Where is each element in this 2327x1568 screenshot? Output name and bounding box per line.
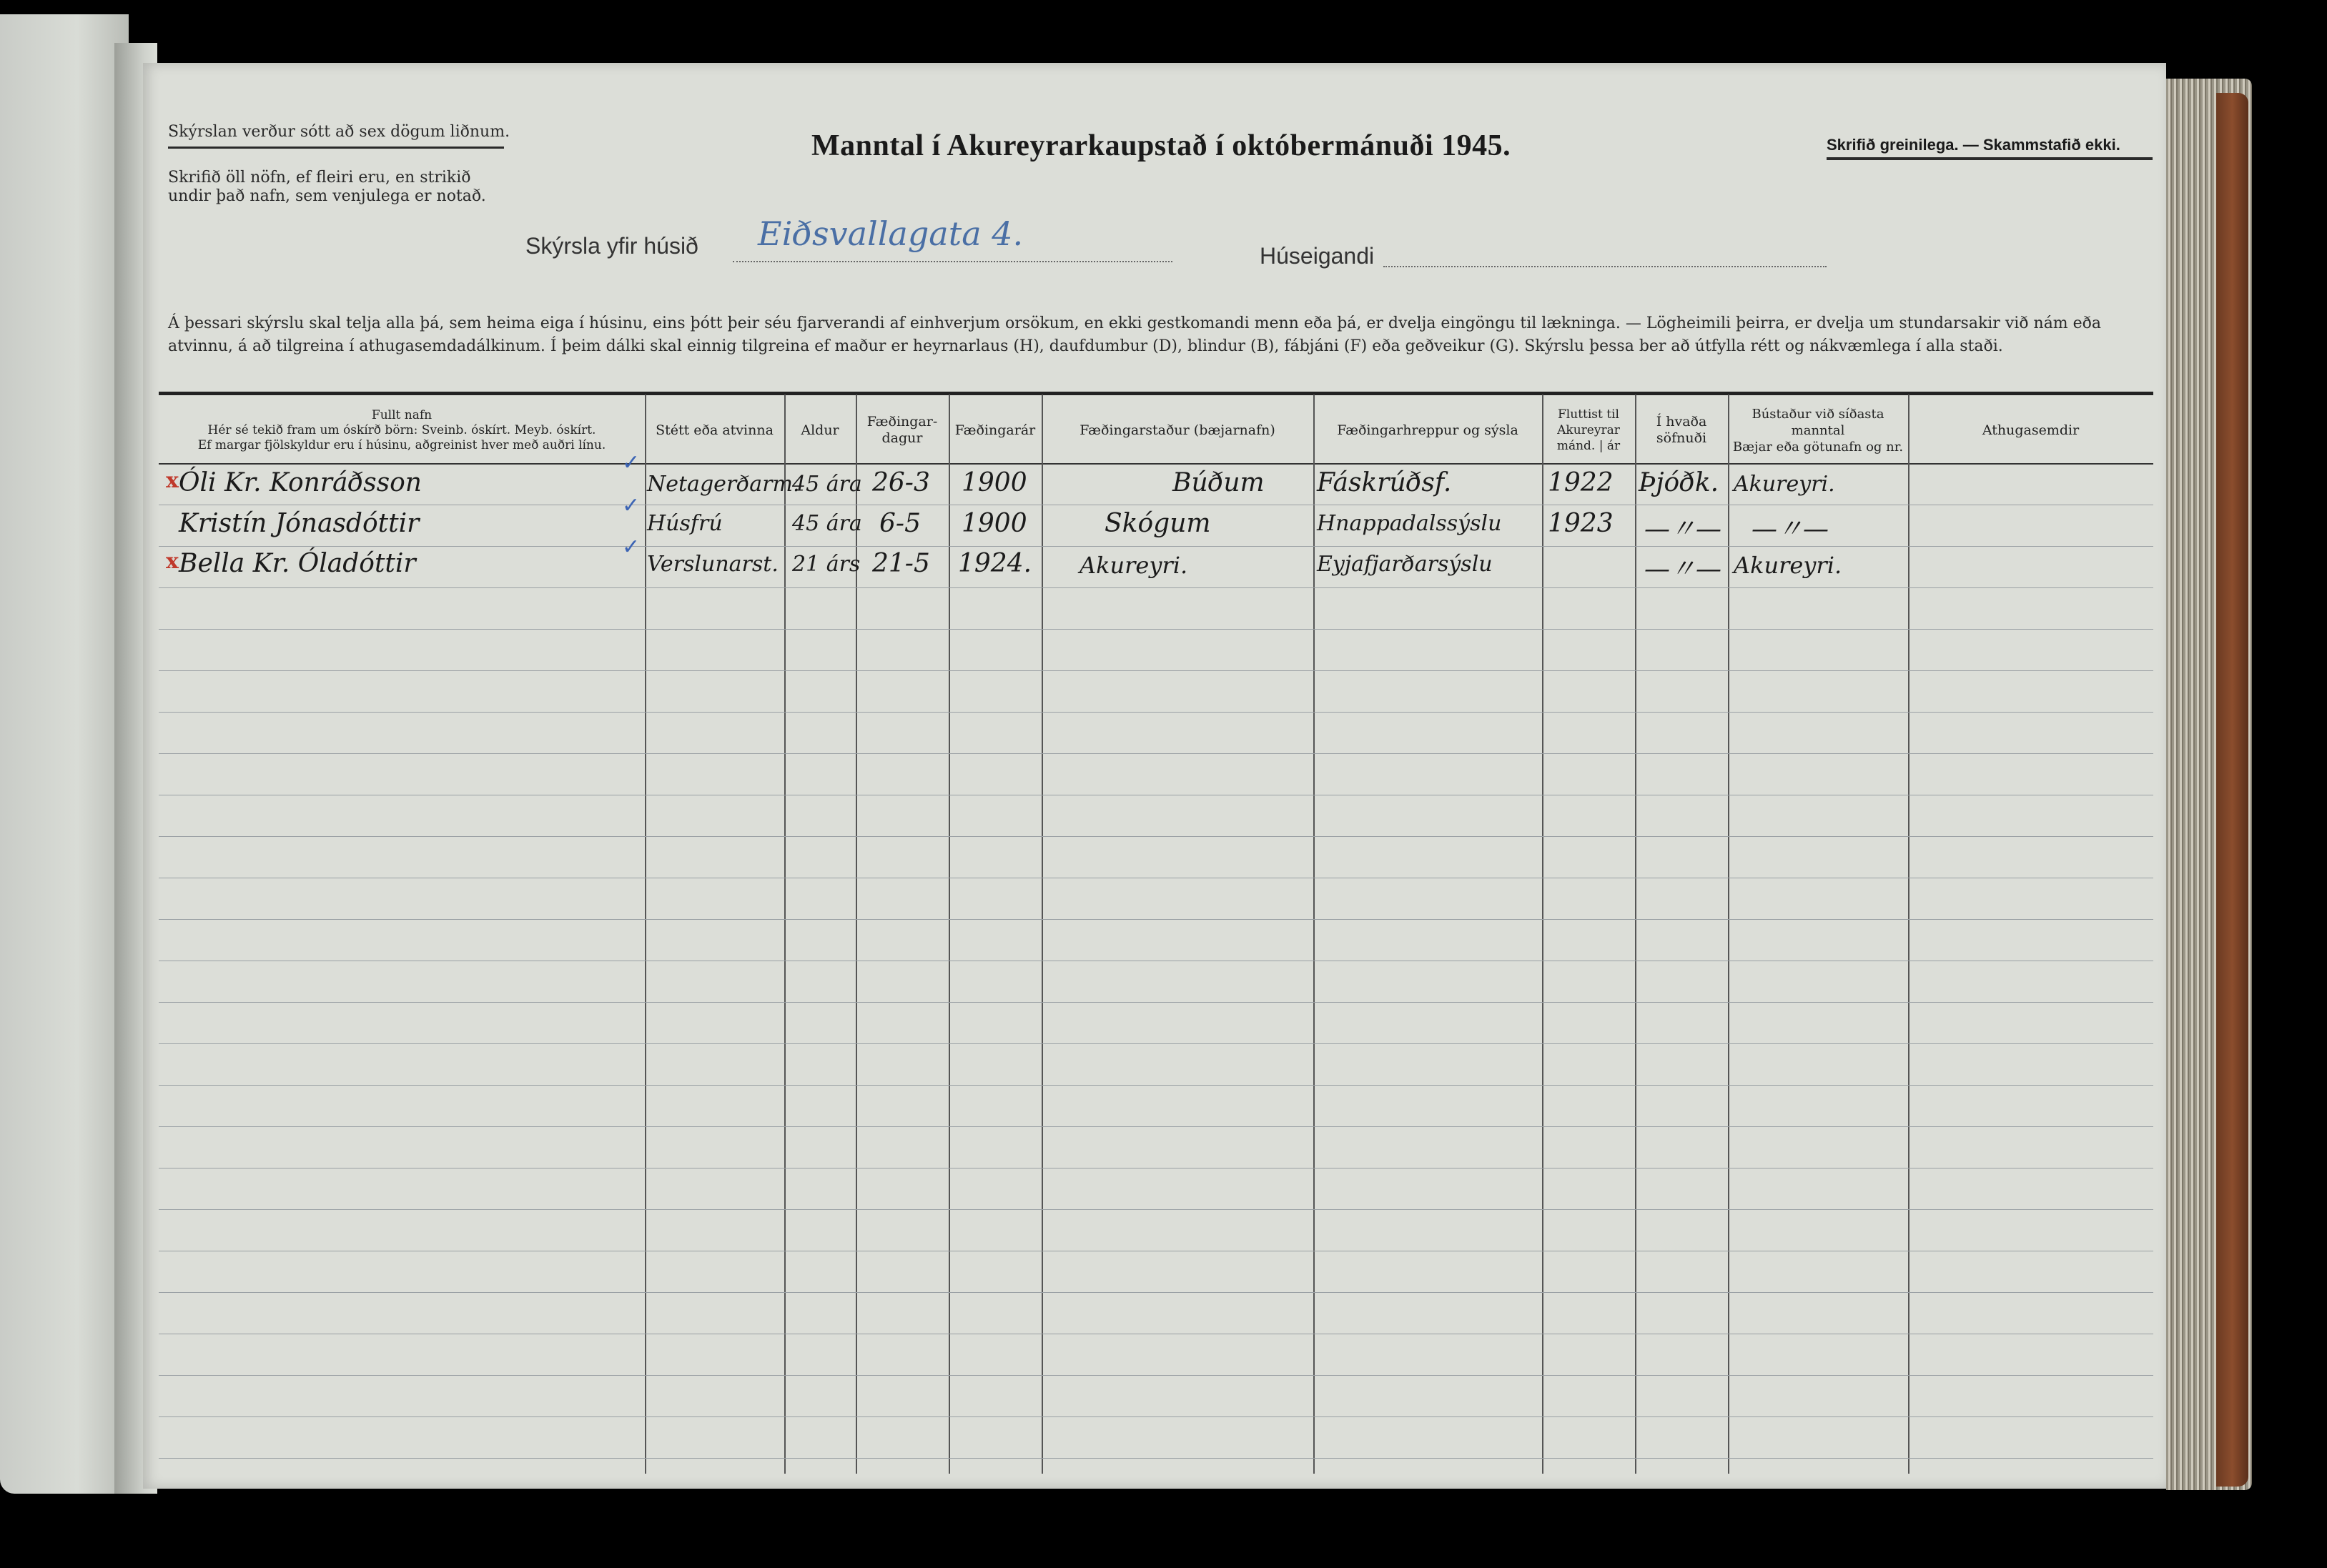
entry-occupation: Netagerðarm. bbox=[647, 472, 800, 497]
entry-moved: 1922 bbox=[1548, 468, 1614, 497]
ruled-line bbox=[159, 1416, 2153, 1417]
owner-dotted-line bbox=[1383, 266, 1827, 267]
entry-birth-day: 26-3 bbox=[872, 468, 930, 497]
ruled-line bbox=[159, 1375, 2153, 1376]
entry-occupation: Verslunarst. bbox=[647, 552, 779, 577]
instruction-top: Skýrslan verður sótt að sex dögum liðnum. bbox=[168, 123, 510, 141]
entry-birth-year: 1900 bbox=[962, 509, 1027, 538]
col-header-occupation: Stétt eða atvinna bbox=[656, 422, 774, 438]
entry-prev-address: Akureyri. bbox=[1734, 552, 1842, 579]
ruled-line bbox=[159, 1126, 2153, 1127]
instruction-line-2: undir það nafn, sem venjulega er notað. bbox=[168, 187, 486, 205]
ruled-line bbox=[159, 546, 2153, 547]
ruled-line bbox=[159, 1458, 2153, 1459]
col-header-congregation: Í hvaða söfnuði bbox=[1656, 414, 1707, 446]
page-title: Manntal í Akureyrarkaupstað í októbermánuði 1945. bbox=[811, 129, 1511, 162]
entry-congregation: Þjóðk. bbox=[1639, 468, 1719, 497]
ruled-line bbox=[159, 1209, 2153, 1210]
col-header-birth-year: Fæðingarár bbox=[954, 422, 1036, 438]
col-divider bbox=[1542, 395, 1543, 1474]
house-label: Skýrsla yfir húsið bbox=[525, 233, 698, 259]
ruled-line bbox=[159, 1085, 2153, 1086]
entry-congregation: —〃— bbox=[1644, 515, 1722, 544]
entry-parish: Eyjafjarðarsýslu bbox=[1317, 552, 1493, 577]
col-divider bbox=[1042, 395, 1043, 1474]
col-divider bbox=[1908, 395, 1909, 1474]
writing-note: Skrifið greinilega. — Skammstafið ekki. bbox=[1827, 136, 2120, 154]
col-header-notes: Athugasemdir bbox=[1982, 422, 2080, 438]
entry-birth-year: 1900 bbox=[962, 468, 1027, 497]
ruled-line bbox=[159, 1292, 2153, 1293]
entry-occupation: Húsfrú bbox=[647, 511, 723, 536]
entry-prev-address: —〃— bbox=[1752, 515, 1829, 544]
ruled-line bbox=[159, 670, 2153, 671]
entry-congregation: —〃— bbox=[1644, 555, 1722, 584]
col-divider bbox=[645, 395, 646, 1474]
ruled-line bbox=[159, 836, 2153, 837]
book-cover bbox=[2216, 93, 2248, 1487]
col-divider bbox=[1313, 395, 1315, 1474]
ruled-line bbox=[159, 712, 2153, 713]
instruction-paragraph-line-2: atvinnu, á að tilgreina í athugasemdadálkinum. Í þeim dálki skal einnig tilgreina ef maður er heyrnarlaus (H), daufdumbur (D), blindur (B), fábjáni (F) eða geðveikur (G). Skýrslu þessa ber að útfylla rétt og nákvæmlega í alla staði. bbox=[168, 337, 2003, 355]
blue-check-mark: ✓ bbox=[622, 493, 641, 518]
ruled-line bbox=[159, 1043, 2153, 1044]
entry-birthplace: Akureyri. bbox=[1079, 552, 1188, 579]
writing-note-underline bbox=[1827, 157, 2153, 160]
entry-name: Óli Kr. Konráðsson bbox=[179, 468, 422, 497]
red-cross-mark: x bbox=[166, 468, 179, 493]
col-header-name: Fullt nafn Hér sé tekið fram um óskírð börn: Sveinb. óskírt. Meyb. óskírt. Ef margar fjölskyldur eru í húsinu, aðgreinist hver með auðri línu. bbox=[197, 407, 606, 452]
col-header-age: Aldur bbox=[801, 422, 839, 438]
ruled-line bbox=[159, 919, 2153, 920]
ruled-line bbox=[159, 587, 2153, 588]
entry-parish: Hnappadalssýslu bbox=[1317, 511, 1502, 536]
entry-birthplace: Búðum bbox=[1172, 468, 1265, 497]
entry-name: Bella Kr. Óladóttir bbox=[179, 549, 416, 578]
col-divider bbox=[1728, 395, 1729, 1474]
blue-check-mark: ✓ bbox=[622, 535, 641, 560]
entry-prev-address: Akureyri. bbox=[1734, 472, 1835, 497]
col-header-parish: Fæðingarhreppur og sýsla bbox=[1337, 422, 1518, 438]
ruled-line bbox=[159, 753, 2153, 754]
instruction-paragraph-line-1: Á þessari skýrslu skal telja alla þá, sem heima eiga í húsinu, eins þótt þeir séu fjarverandi af einhverjum orsökum, en ekki gestkomandi menn eða þá, er dvelja eingöngu til lækninga. — Lögheimili þeirra, er dvelja um stundarsakir við nám eða bbox=[168, 314, 2102, 332]
census-page bbox=[143, 63, 2166, 1489]
entry-parish: Fáskrúðsf. bbox=[1317, 468, 1452, 497]
owner-label: Húseigandi bbox=[1260, 243, 1375, 269]
col-divider bbox=[784, 395, 786, 1474]
red-cross-mark: x bbox=[166, 549, 179, 574]
ruled-line bbox=[159, 1002, 2153, 1003]
table-top-rule bbox=[159, 392, 2153, 395]
col-header-prev-address: Bústaður við síðasta manntal Bæjar eða götunafn og nr. bbox=[1732, 406, 1904, 455]
col-header-birth-day: Fæðingar- dagur bbox=[866, 414, 938, 446]
entry-age: 45 ára bbox=[792, 472, 862, 497]
entry-birth-day: 21-5 bbox=[872, 549, 930, 578]
ruled-line bbox=[159, 629, 2153, 630]
facing-page bbox=[0, 14, 129, 1494]
col-divider bbox=[949, 395, 950, 1474]
instruction-underline bbox=[168, 147, 504, 149]
entry-birth-year: 1924. bbox=[958, 549, 1032, 578]
col-header-birthplace: Fæðingarstaður (bæjarnafn) bbox=[1079, 422, 1275, 438]
instruction-line-1: Skrifið öll nöfn, ef fleiri eru, en strikið bbox=[168, 169, 471, 187]
entry-age: 45 ára bbox=[792, 511, 862, 536]
entry-name: Kristín Jónasdóttir bbox=[179, 509, 420, 538]
entry-age: 21 árs bbox=[792, 552, 861, 577]
house-dotted-line bbox=[733, 261, 1172, 262]
col-header-moved: Fluttist til Akureyrar mánd. | ár bbox=[1556, 407, 1621, 453]
table-header-rule bbox=[159, 463, 2153, 465]
entry-birthplace: Skógum bbox=[1105, 509, 1211, 538]
entry-moved: 1923 bbox=[1548, 509, 1614, 538]
blue-check-mark: ✓ bbox=[622, 450, 641, 475]
col-divider bbox=[1635, 395, 1636, 1474]
entry-birth-day: 6-5 bbox=[879, 509, 921, 538]
house-value: Eiðsvallagata 4. bbox=[758, 214, 1024, 253]
